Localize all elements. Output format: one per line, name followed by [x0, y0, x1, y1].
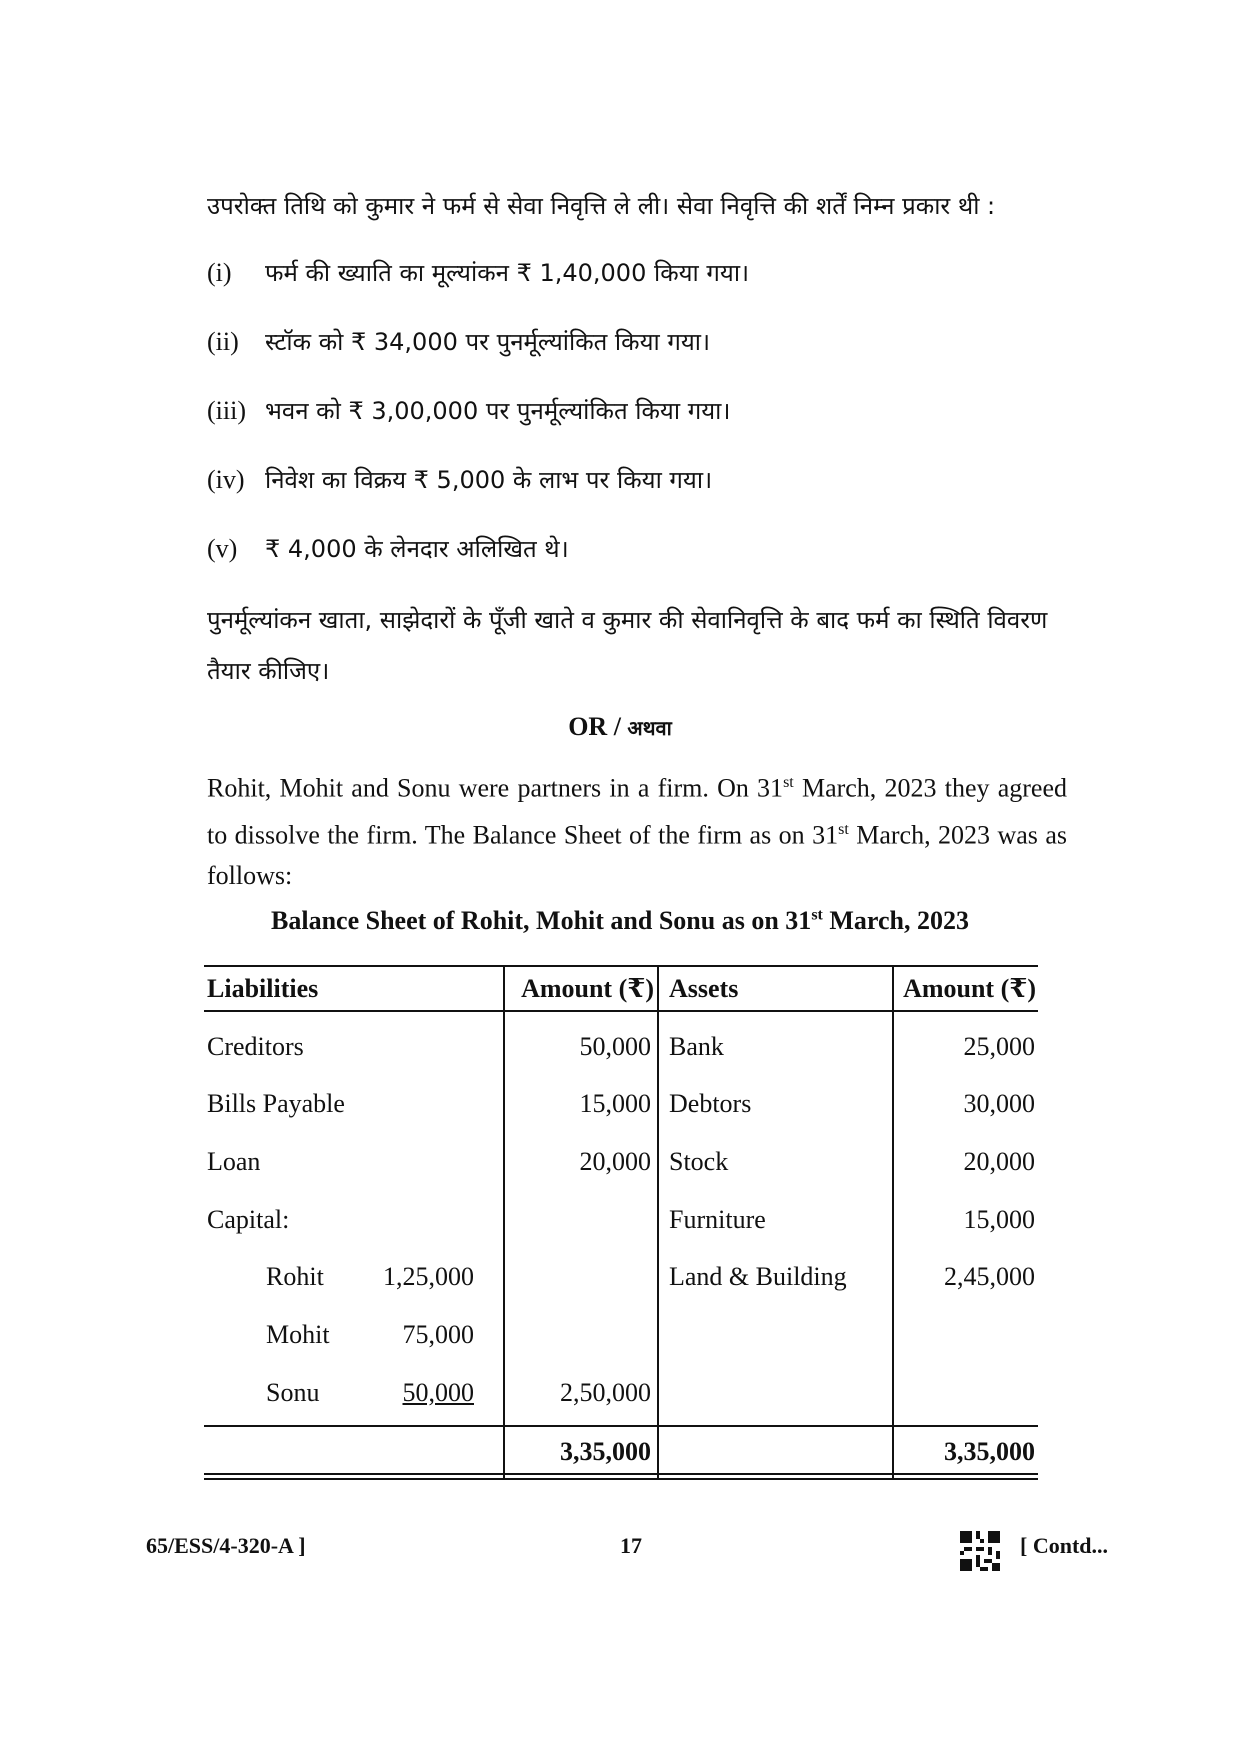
capital-partner-value: 50,000: [402, 1378, 474, 1407]
total-assets: 3,35,000: [944, 1437, 1035, 1466]
title-text: Balance Sheet of Rohit, Mohit and Sonu as on 31: [271, 906, 812, 935]
header-liabilities: Liabilities: [207, 974, 319, 1003]
term-text: निवेश का विक्रय ₹ 5,000 के लाभ पर किया गया।: [265, 466, 713, 494]
asset-label: Stock: [669, 1147, 729, 1176]
or-divider: [0, 712, 1240, 742]
capital-total-amount: 2,50,000: [560, 1378, 651, 1407]
term-item: [207, 256, 749, 289]
question-paragraph: [207, 762, 1067, 896]
para-sup: st: [783, 774, 794, 791]
paper-code: 65/ESS/4-320-A ]: [146, 1533, 306, 1558]
balance-sheet-title: [0, 906, 1240, 936]
capital-partner-name: Sonu: [266, 1378, 320, 1407]
table-rule: [204, 1010, 1038, 1012]
para-sup: st: [838, 820, 849, 838]
term-item: [207, 325, 710, 358]
continued-label: [ Contd...: [1020, 1533, 1109, 1558]
header-amount-assets: Amount (₹): [903, 974, 1036, 1003]
term-number: (iv): [207, 465, 245, 494]
column-divider: [657, 965, 659, 1480]
table-rule: [204, 1473, 1038, 1475]
term-number: (i): [207, 258, 232, 287]
liability-amount: 50,000: [579, 1032, 651, 1061]
table-rule: [204, 1425, 1038, 1427]
liability-label: Capital:: [207, 1205, 290, 1234]
para-text: March, 2023 was as follows:: [207, 820, 1067, 891]
para-text: Rohit, Mohit and Sonu were partners in a firm. On 31: [207, 773, 784, 803]
capital-partner-value: 1,25,000: [383, 1262, 474, 1291]
header-amount-liabilities: Amount (₹): [521, 974, 654, 1003]
asset-label: Bank: [669, 1032, 724, 1061]
asset-label: Land & Building: [669, 1262, 847, 1291]
hindi-task-line-1: पुनर्मूल्यांकन खाता, साझेदारों के पूँजी खाते व कुमार की सेवानिवृत्ति के बाद फर्म का स्थिति विवरण: [207, 606, 1048, 634]
or-hindi-label: अथवा: [627, 716, 672, 740]
term-number: (v): [207, 534, 238, 563]
asset-label: Furniture: [669, 1205, 766, 1234]
asset-amount: 2,45,000: [944, 1262, 1035, 1291]
term-number: (iii): [207, 396, 246, 425]
capital-partner-name: Mohit: [266, 1320, 330, 1349]
term-text: फर्म की ख्याति का मूल्यांकन ₹ 1,40,000 किया गया।: [265, 259, 750, 287]
asset-amount: 30,000: [963, 1089, 1035, 1118]
total-liabilities: 3,35,000: [560, 1437, 651, 1466]
term-text: भवन को ₹ 3,00,000 पर पुनर्मूल्यांकित किया गया।: [265, 397, 731, 425]
table-rule: [204, 965, 1038, 967]
or-label: OR /: [568, 712, 621, 741]
header-assets: Assets: [669, 974, 739, 1003]
liability-label: Bills Payable: [207, 1089, 345, 1118]
asset-amount: 25,000: [963, 1032, 1035, 1061]
balance-sheet-table: [204, 965, 1038, 1485]
page-number: 17: [620, 1533, 642, 1558]
para-text: March, 2023 they agreed to dissolve the firm. The Balance Sheet of the firm as on 31: [207, 773, 1067, 850]
qr-code-icon: [960, 1531, 1000, 1571]
liability-amount: 20,000: [579, 1147, 651, 1176]
hindi-task-line-2: तैयार कीजिए।: [207, 657, 330, 685]
title-sup: st: [811, 906, 823, 924]
liability-label: Loan: [207, 1147, 261, 1176]
term-number: (ii): [207, 327, 239, 356]
asset-amount: 15,000: [963, 1205, 1035, 1234]
term-item: [207, 463, 712, 496]
term-item: [207, 394, 730, 427]
capital-partner-name: Rohit: [266, 1262, 324, 1291]
capital-partner-value: 75,000: [402, 1320, 474, 1349]
term-item: [207, 532, 569, 565]
asset-label: Debtors: [669, 1089, 752, 1118]
hindi-intro: उपरोक्त तिथि को कुमार ने फर्म से सेवा निवृत्ति ले ली। सेवा निवृत्ति की शर्तें निम्न प्रकार थी :: [207, 192, 996, 220]
liability-label: Creditors: [207, 1032, 304, 1061]
asset-amount: 20,000: [963, 1147, 1035, 1176]
table-rule: [204, 1478, 1038, 1480]
liability-amount: 15,000: [579, 1089, 651, 1118]
title-text: March, 2023: [822, 906, 969, 935]
term-text: ₹ 4,000 के लेनदार अलिखित थे।: [265, 535, 569, 563]
term-text: स्टॉक को ₹ 34,000 पर पुनर्मूल्यांकित किया गया।: [265, 328, 711, 356]
